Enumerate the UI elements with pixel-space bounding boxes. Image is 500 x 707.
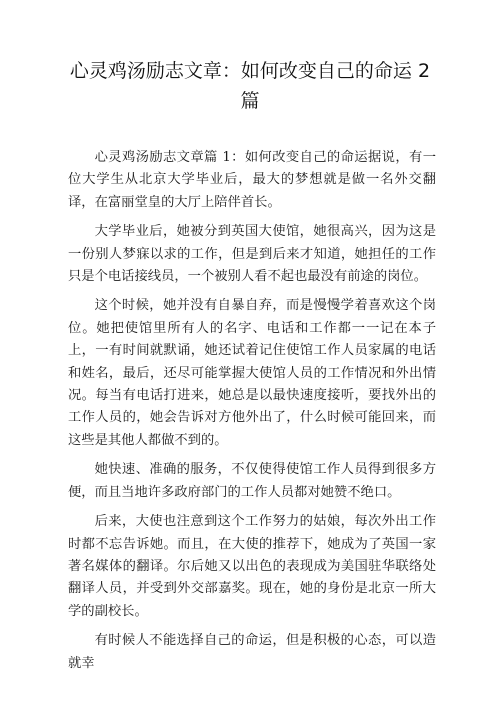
paragraph: 大学毕业后，她被分到英国大使馆，她很高兴，因为这是一份别人梦寐以求的工作，但是到后来才知道，她担任的工作只是个电话接线员，一个被别人看不起也最没有前途的岗位。	[68, 224, 436, 285]
paragraph: 她快速、准确的服务，不仅使得使馆工作人员得到很多方便，而且当地许多政府部门的工作人员都对她赞不绝口。	[68, 462, 436, 500]
paragraph: 这个时候，她并没有自暴自弃，而是慢慢学着喜欢这个岗位。她把使馆里所有人的名字、电话和工作都一一记在本子上，一有时间就默诵，她还试着记住使馆工作人员家属的电话和姓名，最后，还尽可能掌握大使馆人员的工作情况和外出情况。每当有电话打进来，她总是以最快速度接听，要找外出的工作人员的，她会告诉对方他外出了，什么时候可能回来，而这些是其他人都做不到的。	[68, 298, 436, 448]
paragraph: 心灵鸡汤励志文章篇 1：如何改变自己的命运据说，有一位大学生从北京大学毕业后，最大的梦想就是做一名外交翻译，在富丽堂皇的大厅上陪伴首长。	[68, 150, 436, 210]
article-body	[68, 147, 436, 682]
document-title: 心灵鸡汤励志文章：如何改变自己的命运 2 篇	[69, 60, 431, 112]
paragraph: 有时候人不能选择自己的命运，但是积极的心态，可以造就幸	[68, 633, 436, 671]
paragraph: 后来，大使也注意到这个工作努力的姑娘，每次外出工作时都不忘告诉她。而且，在大使的推荐下，她成为了英国一家著名媒体的翻译。尔后她又以出色的表现成为美国驻华联络处翻译人员，并受到外交部嘉奖。现在，她的身份是北京一所大学的副校长。	[68, 514, 436, 619]
